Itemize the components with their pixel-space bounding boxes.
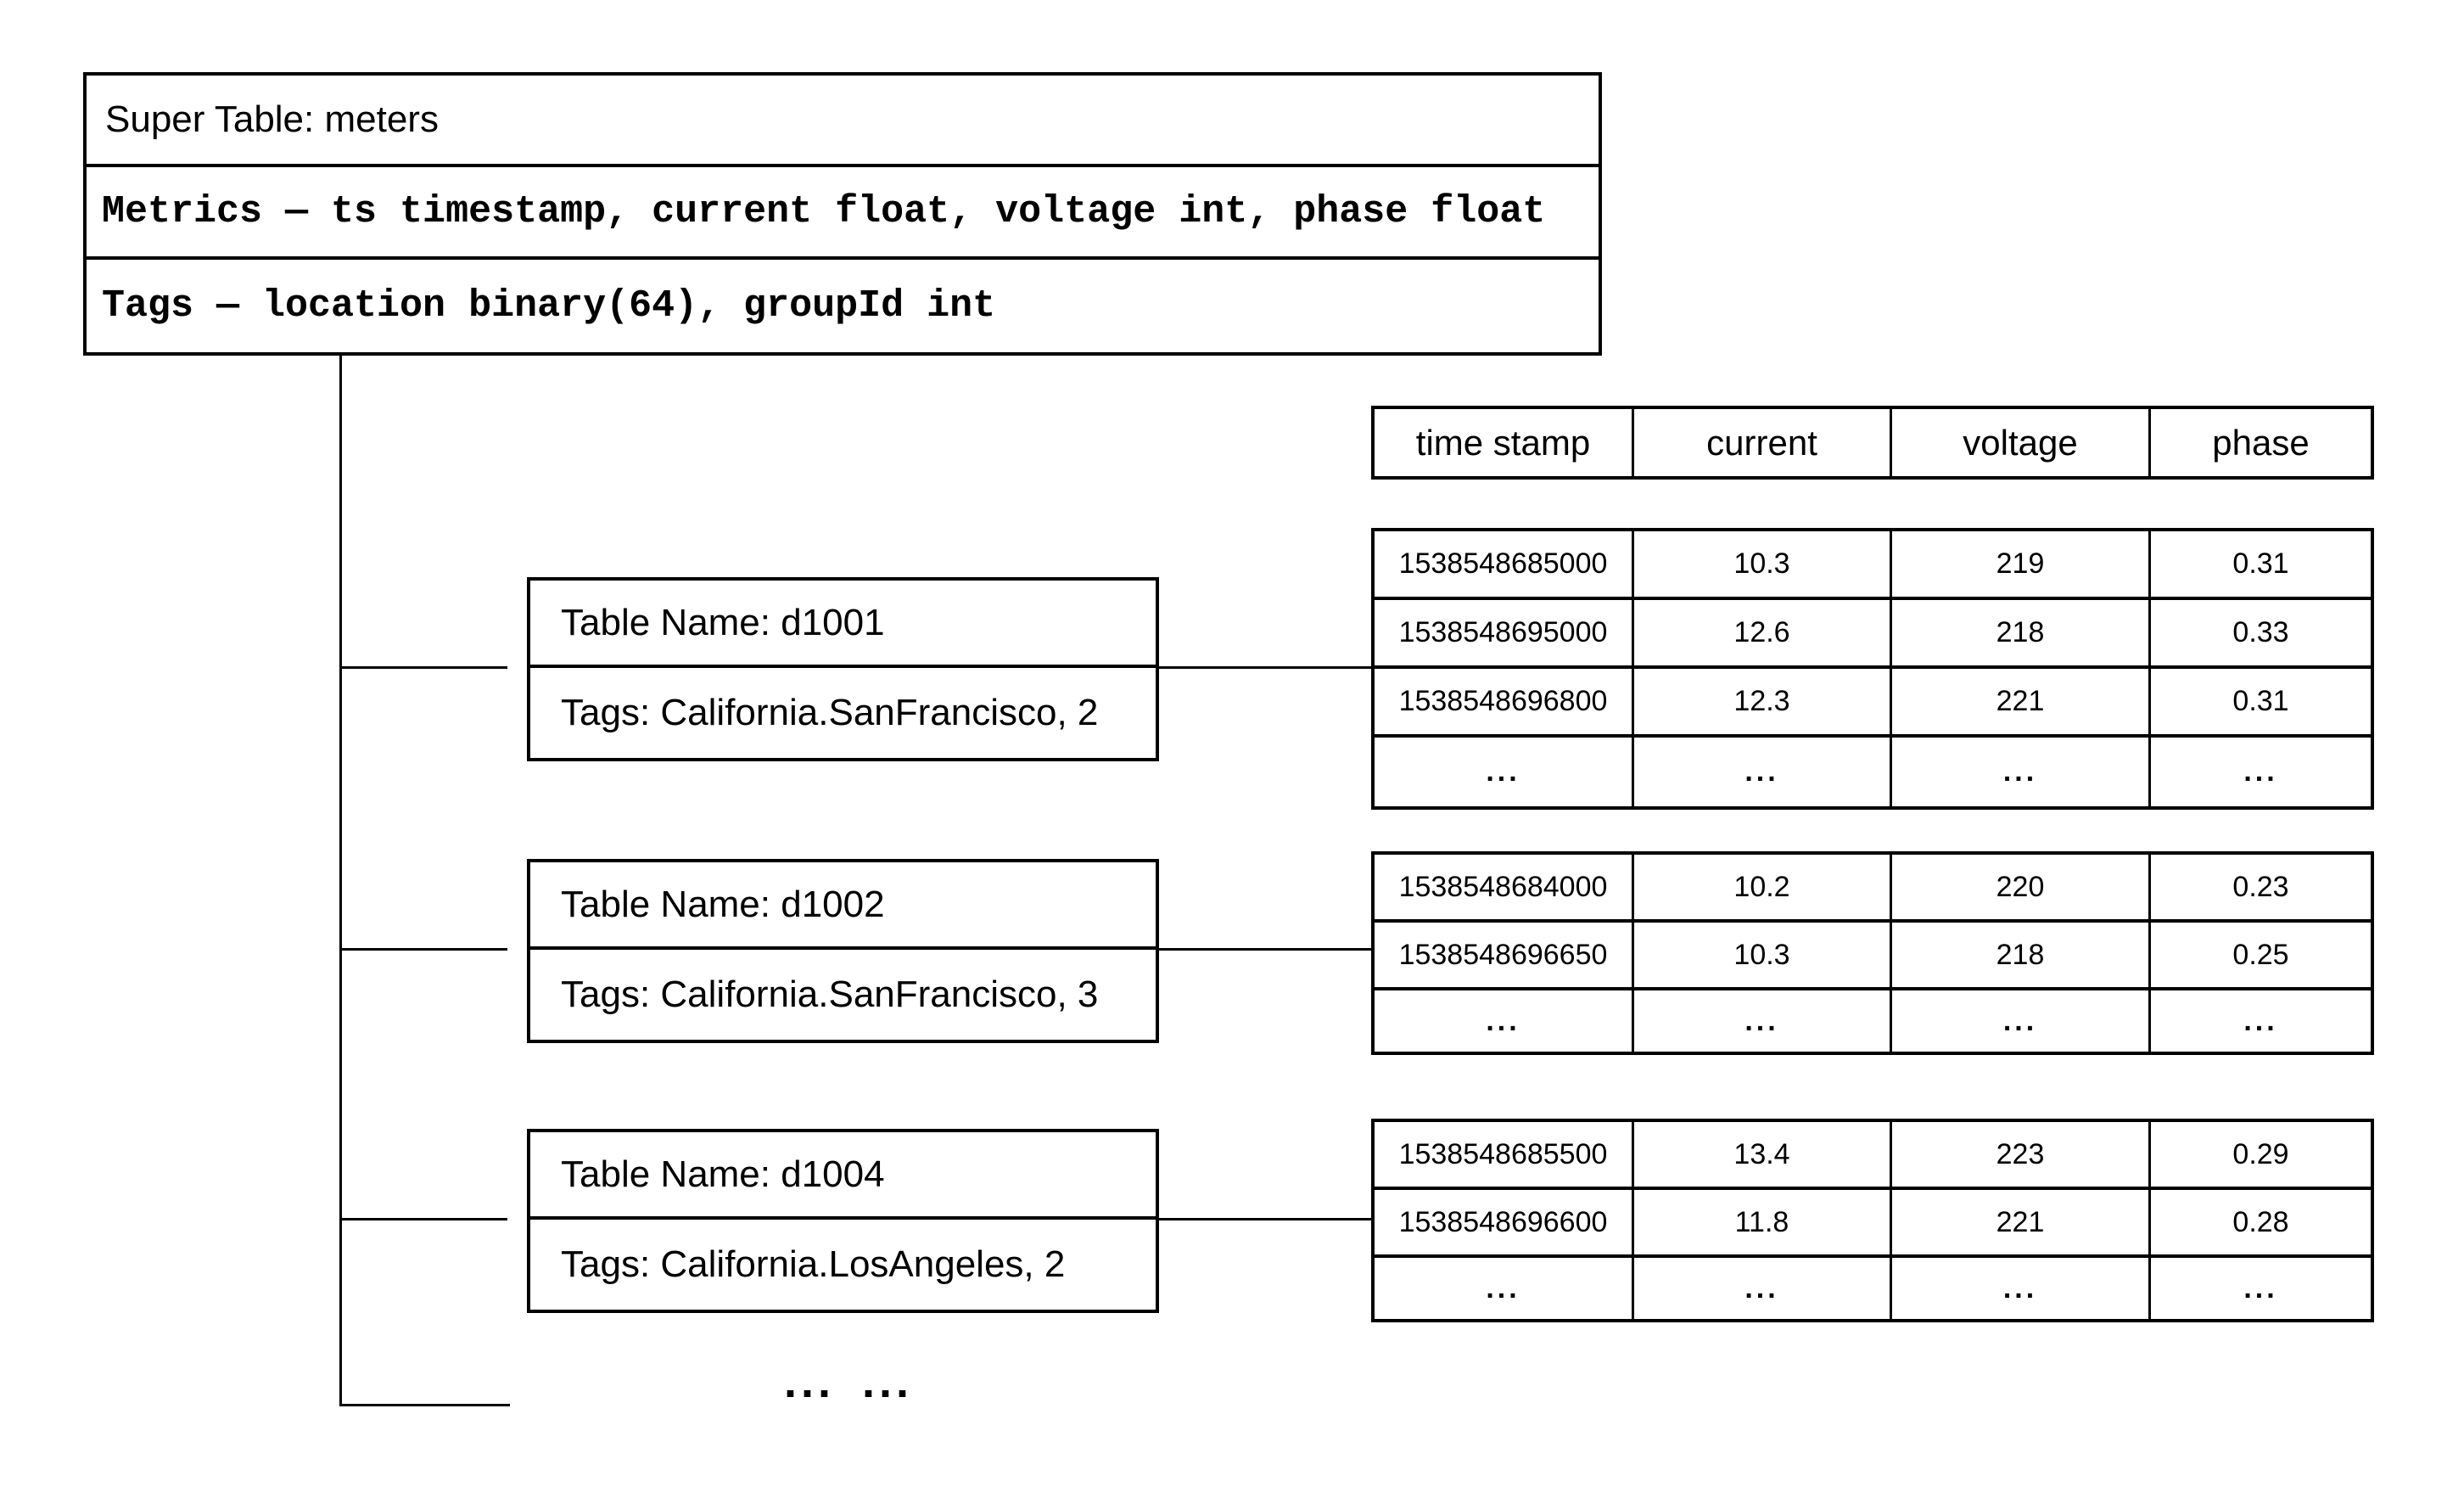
table-cell-ellipsis: ... [1892,990,2151,1052]
table-cell: 0.28 [2151,1190,2371,1258]
table-cell: 11.8 [1634,1190,1892,1258]
table-cell-ellipsis: ... [1634,1258,1892,1319]
subtable-box-d1001 [527,577,1159,761]
table-cell: 1538548696800 [1375,669,1634,738]
branch-line-d1004 [340,1218,507,1220]
subtable-name: Table Name: d1004 [530,1132,1156,1220]
column-header-time-stamp: time stamp [1375,409,1634,476]
supertable-box [83,72,1602,356]
subtable-box-d1002 [527,859,1159,1043]
table-cell: 1538548685000 [1375,531,1634,600]
table-cell: 218 [1892,923,2151,990]
table-cell-ellipsis: ... [1375,738,1634,806]
table-cell: 10.3 [1634,531,1892,600]
table-cell: 10.3 [1634,923,1892,990]
table-cell: 219 [1892,531,2151,600]
table-cell-ellipsis: ... [1375,1258,1634,1319]
table-cell-ellipsis: ... [1634,990,1892,1052]
subtable-name: Table Name: d1002 [530,862,1156,950]
table-cell: 218 [1892,600,2151,669]
data-table-d1002 [1371,851,2374,1055]
table-cell-ellipsis: ... [2243,1004,2278,1037]
data-table-d1004 [1371,1119,2374,1322]
table-cell: 1538548696600 [1375,1190,1634,1258]
supertable-title: Super Table: meters [87,76,1599,167]
table-cell-ellipsis: ... [1892,1258,2151,1319]
subtable-tags: Tags: California.SanFrancisco, 2 [561,692,1099,733]
table-cell: 12.3 [1634,669,1892,738]
subtable-tags: Tags: California.SanFrancisco, 3 [561,974,1099,1015]
column-header-row [1371,406,2374,480]
table-cell: 12.6 [1634,600,1892,669]
branch-line-d1002 [340,948,507,951]
subtable-box-d1004 [527,1129,1159,1313]
connector-d1004-to-table [1159,1218,1371,1220]
table-cell-ellipsis: ... [2243,1271,2278,1305]
table-cell: 13.4 [1634,1122,1892,1190]
table-cell-ellipsis: ... [1634,738,1892,806]
table-cell: 1538548684000 [1375,855,1634,923]
tree-trunk-line [339,356,342,1406]
table-cell-ellipsis: ... [2243,755,2278,788]
data-table-d1001 [1371,528,2374,810]
table-cell: 0.31 [2151,669,2371,738]
table-cell: 1538548696650 [1375,923,1634,990]
table-cell: 221 [1892,1190,2151,1258]
table-cell: 1538548685500 [1375,1122,1634,1190]
table-cell: 0.33 [2151,600,2371,669]
subtable-name: Table Name: d1001 [530,581,1156,668]
connector-d1001-to-table [1159,666,1371,669]
table-cell-ellipsis: ... [1892,738,2151,806]
table-cell: 0.25 [2151,923,2371,990]
table-cell-ellipsis: ... [1375,990,1634,1052]
branch-line-more [340,1404,510,1406]
supertable-metrics: Metrics — ts timestamp, current float, voltage int, phase float [87,167,1599,260]
more-subtables-ellipsis: ... ... [783,1356,914,1407]
connector-d1002-to-table [1159,948,1371,951]
table-cell: 0.23 [2151,855,2371,923]
table-cell: 223 [1892,1122,2151,1190]
column-header-phase: phase [2212,422,2310,463]
subtable-tags: Tags: California.LosAngeles, 2 [561,1243,1066,1285]
supertable-tags: Tags — location binary(64), groupId int [102,284,996,328]
column-header-current: current [1634,409,1892,476]
table-cell: 220 [1892,855,2151,923]
branch-line-d1001 [340,666,507,669]
column-header-voltage: voltage [1892,409,2151,476]
table-cell: 0.31 [2151,531,2371,600]
table-cell: 1538548695000 [1375,600,1634,669]
table-cell: 0.29 [2151,1122,2371,1190]
table-cell: 221 [1892,669,2151,738]
table-cell: 10.2 [1634,855,1892,923]
